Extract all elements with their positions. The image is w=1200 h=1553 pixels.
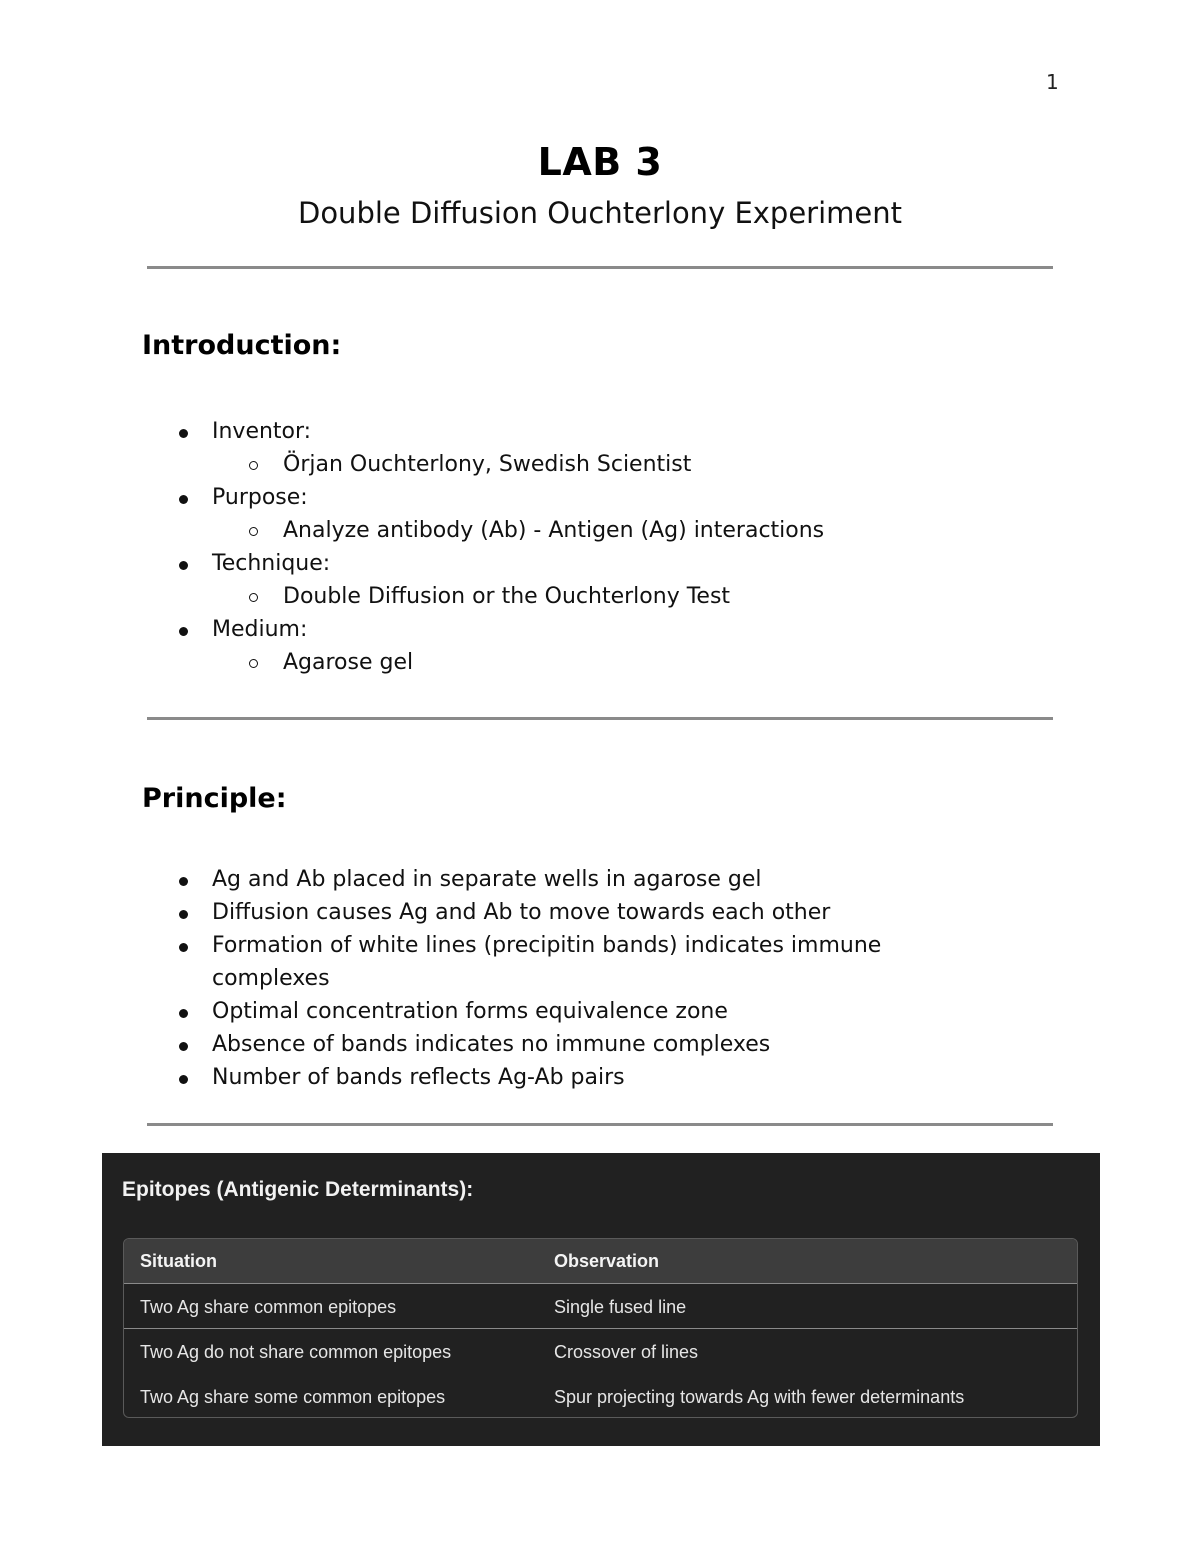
list-item: Ag and Ab placed in separate wells in agarose gel [0, 863, 1200, 896]
medium-detail: Agarose gel [283, 650, 414, 675]
list-subitem [0, 448, 1200, 481]
introduction-heading: Introduction: [142, 330, 342, 361]
row-divider [124, 1328, 1077, 1329]
inventor-detail: Örjan Ouchterlony, Swedish Scientist [283, 452, 692, 477]
list-item: Diffusion causes Ag and Ab to move towards each other [0, 896, 1200, 929]
list-subitem [0, 646, 1200, 679]
table-cell-observation: Crossover of lines [554, 1342, 699, 1362]
purpose-detail: Analyze antibody (Ab) - Antigen (Ag) interactions [283, 518, 825, 543]
list-item: Formation of white lines (precipitin bands) indicates immune complexes [0, 929, 952, 995]
principle-list [0, 863, 1200, 1094]
page-number: 1 [1046, 70, 1059, 94]
list-subitem [0, 514, 1200, 547]
table-cell-situation: Two Ag do not share common epitopes [140, 1342, 452, 1362]
table-cell-observation: Spur projecting towards Ag with fewer determinants [554, 1387, 965, 1407]
divider [147, 717, 1053, 720]
technique-label: Technique: [212, 551, 331, 576]
table-cell-situation: Two Ag share common epitopes [140, 1297, 397, 1317]
list-item [0, 613, 1200, 646]
principle-heading: Principle: [142, 783, 287, 814]
list-item: Absence of bands indicates no immune complexes [0, 1028, 1200, 1061]
list-item [0, 415, 1200, 448]
introduction-list [0, 415, 1200, 679]
medium-label: Medium: [212, 617, 308, 642]
list-subitem [0, 580, 1200, 613]
list-item: Optimal concentration forms equivalence zone [0, 995, 1200, 1028]
list-item [0, 547, 1200, 580]
page-subtitle: Double Diffusion Ouchterlony Experiment [297, 196, 902, 230]
divider [147, 266, 1053, 269]
column-header-situation: Situation [140, 1251, 217, 1271]
epitopes-panel [102, 1153, 1100, 1446]
epitopes-table [123, 1238, 1078, 1418]
list-item: Number of bands reflects Ag-Ab pairs [0, 1061, 1200, 1094]
list-item [0, 481, 1200, 514]
page-title: LAB 3 [537, 140, 663, 184]
technique-detail: Double Diffusion or the Ouchterlony Test [283, 584, 731, 609]
purpose-label: Purpose: [212, 485, 308, 510]
column-header-observation: Observation [554, 1251, 660, 1271]
epitopes-heading: Epitopes (Antigenic Determinants): [122, 1178, 474, 1201]
divider [147, 1123, 1053, 1126]
table-header-row [124, 1239, 1077, 1284]
inventor-label: Inventor: [212, 419, 312, 444]
table-cell-situation: Two Ag share some common epitopes [140, 1387, 446, 1407]
table-cell-observation: Single fused line [554, 1297, 687, 1317]
